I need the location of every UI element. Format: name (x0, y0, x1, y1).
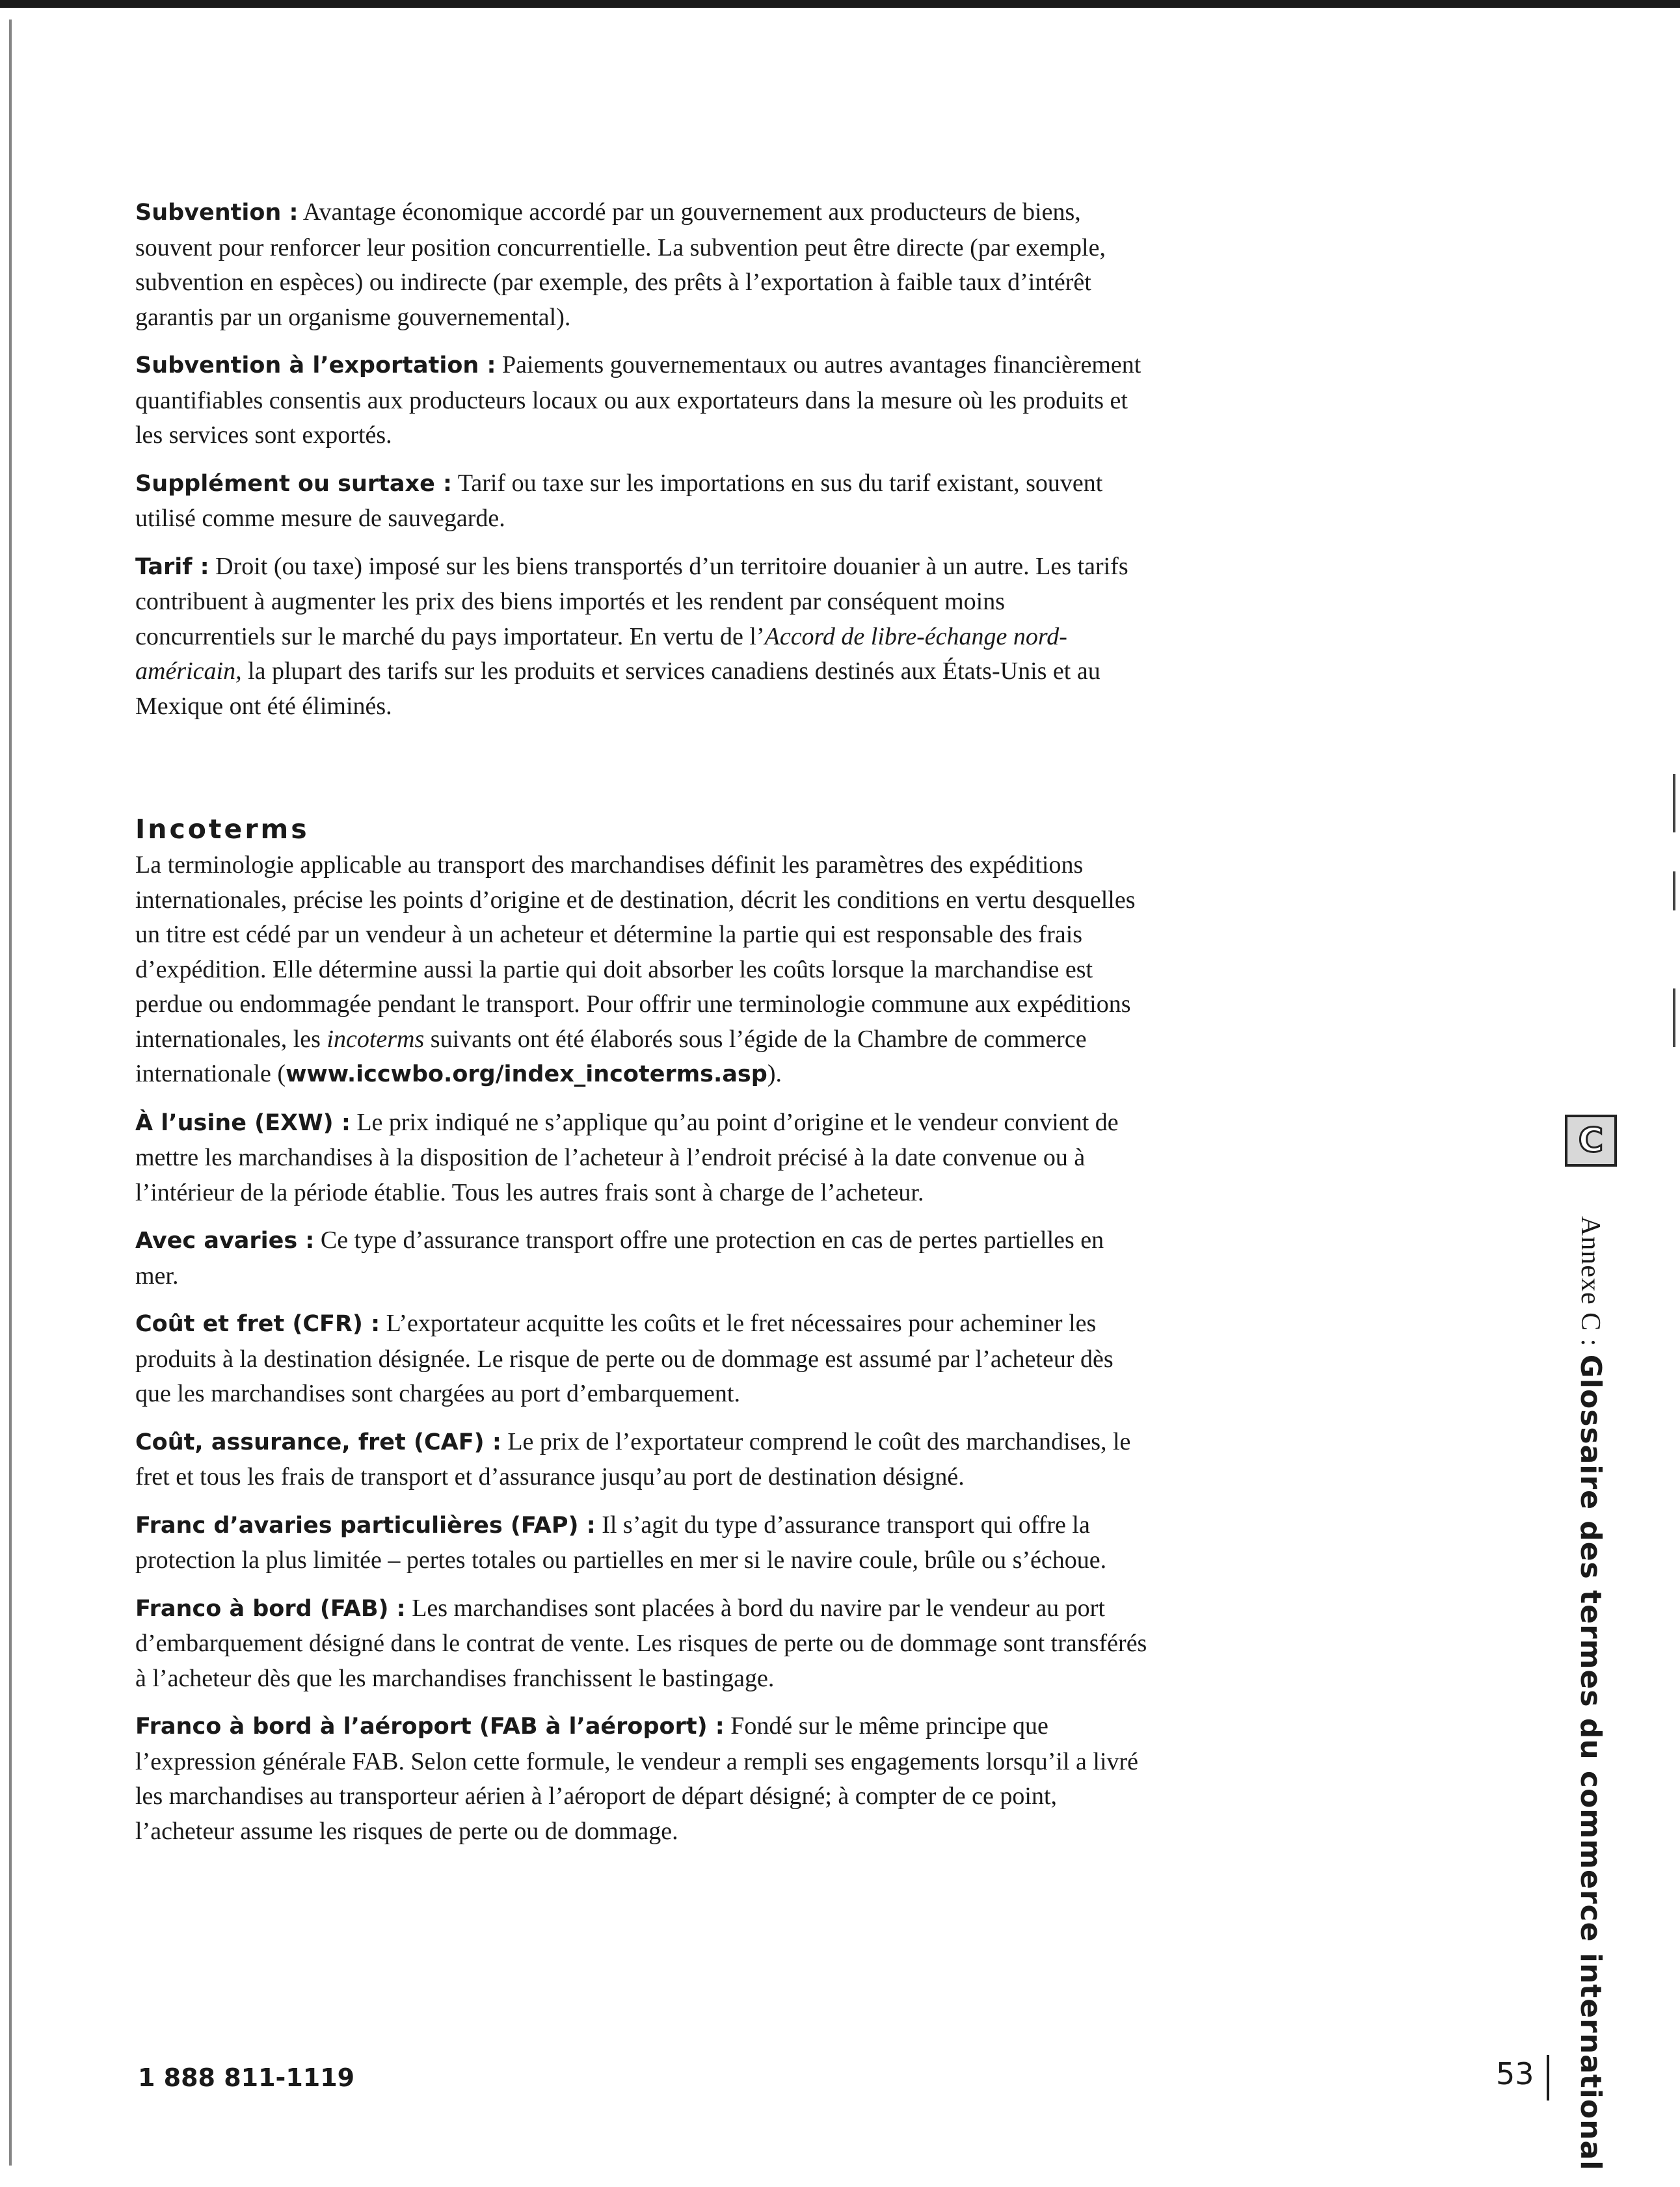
entry-fab: Franco à bord (FAB) : Les marchandises sont placées à bord du navire par le vendeur au port d’embarquement désigné dans le contrat de vente. Les risques de perte ou de dommage sont transférés à l’acheteur dès que les marchandises franchissent le bastingage. (135, 1594, 1147, 1692)
glossary-top-section (135, 195, 1150, 724)
page-left-edge (9, 20, 12, 2166)
side-running-title: Annexe C : Glossaire des termes du commerce international (1574, 1216, 1607, 2171)
entry-caf: Coût, assurance, fret (CAF) : Le prix de l’exportateur comprend le coût des marchandises, le fret et tous les frais de transport et d’assurance jusqu’au port de destination désigné. (135, 1427, 1131, 1491)
right-edge-mark (1673, 871, 1675, 910)
incoterms-heading: Incoterms (135, 814, 310, 845)
page-number-rule (1547, 2055, 1549, 2101)
entry-subvention: Subvention : Avantage économique accordé par un gouvernement aux producteurs de biens, souvent pour renforcer leur position concurrentielle. La subvention peut être directe (par exemple, subvention en espèces) ou indirecte (par exemple, des prêts à l’exportation à faible taux d’intérêt garantis par un organisme gouvernemental). (135, 198, 1106, 331)
iccwbo-link[interactable]: www.iccwbo.org/index_incoterms.asp (286, 1061, 767, 1087)
entry-supplement-surtaxe: Supplément ou surtaxe : Tarif ou taxe sur les importations en sus du tarif existant, souvent utilisé comme mesure de sauvegarde. (135, 469, 1103, 532)
entry-cfr: Coût et fret (CFR) : L’exportateur acquitte les coûts et le fret nécessaires pour acheminer les produits à la destination désignée. Le risque de perte ou de dommage est assumé par l’acheteur dès que les marchandises sont chargées au port d’embarquement. (135, 1310, 1113, 1407)
annex-tab-letter: C (1578, 1121, 1604, 1160)
footer-phone-number: 1 888 811-1119 (138, 2063, 355, 2092)
entry-exw: À l’usine (EXW) : Le prix indiqué ne s’applique qu’au point d’origine et le vendeur convient de mettre les marchandises à la disposition de l’acheteur à l’endroit précisé à la date convenue ou à l’intérieur de la période établie. Tous les autres frais sont à charge de l’acheteur. (135, 1108, 1119, 1206)
entry-subvention-exportation: Subvention à l’exportation : Paiements gouvernementaux ou autres avantages financièrement quantifiables consentis aux producteurs locaux ou aux exportateurs dans la mesure où les produits et les services sont exportés. (135, 351, 1141, 449)
entry-fab-aeroport: Franco à bord à l’aéroport (FAB à l’aéroport) : Fondé sur le même principe que l’expression générale FAB. Selon cette formule, le vendeur a rempli ses engagements lorsqu’il a livré les marchandises au transporteur aérien à l’aéroport de départ désigné; à compter de ce point, l’acheteur assume les risques de perte ou de dommage. (135, 1712, 1139, 1845)
entry-fap: Franc d’avaries particulières (FAP) : Il s’agit du type d’assurance transport qui offre la protection la plus limitée – pertes totales ou partielles en mer si le navire coule, brûle ou s’échoue. (135, 1511, 1107, 1574)
right-edge-mark (1673, 774, 1675, 832)
annex-tab-icon (1565, 1115, 1617, 1167)
incoterms-section (135, 848, 1150, 1849)
right-edge-mark (1673, 988, 1675, 1047)
page-number: 53 (1496, 2056, 1534, 2091)
entry-avec-avaries: Avec avaries : Ce type d’assurance transport offre une protection en cas de pertes partielles en mer. (135, 1226, 1104, 1290)
entry-tarif: Tarif : Droit (ou taxe) imposé sur les biens transportés d’un territoire douanier à un autre. Les tarifs contribuent à augmenter les prix des biens importés et les rendent par conséquent moins concurrentiels sur le marché du pays importateur. En vertu de l’Accord de libre-échange nord-américain, la plupart des tarifs sur les produits et services canadiens destinés aux États-Unis et au Mexique ont été éliminés. (135, 552, 1128, 720)
incoterms-intro: La terminologie applicable au transport des marchandises définit les paramètres des expéditions internationales, précise les points d’origine et de destination, décrit les conditions en vertu desquelles un titre est cédé par un vendeur à un acheteur et détermine la partie qui est responsable des frais d’expédition. Elle détermine aussi la partie qui doit absorber les coûts lorsque la marchandise est perdue ou endommagée pendant le transport. Pour offrir une terminologie commune aux expéditions internationales, les incoterms suivants ont été élaborés sous l’égide de la Chambre de commerce internationale (www.iccwbo.org/index_incoterms.asp). (135, 851, 1136, 1087)
top-rule (0, 0, 1680, 8)
